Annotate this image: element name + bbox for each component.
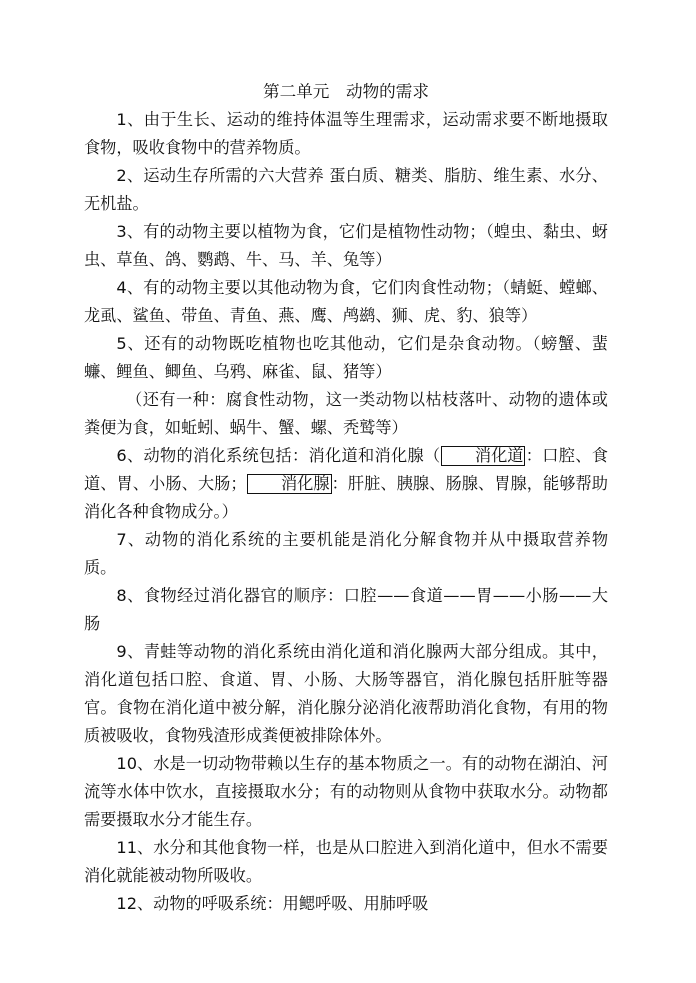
paragraph-1: 1、由于生长、运动的维持体温等生理需求，运动需求要不断地摄取食物，吸收食物中的营养物质。	[84, 110, 608, 157]
paragraph-7: 7、动物的消化系统的主要机能是消化分解食物并从中摄取营养物质。	[84, 530, 608, 577]
paragraph-6-mid: ：口腔、食道、胃、小肠、大肠；	[84, 446, 608, 493]
paragraph-12: 12、动物的呼吸系统：用鳃呼吸、用肺呼吸	[116, 894, 429, 913]
paragraph-11: 11、水分和其他食物一样，也是从口腔进入到消化道中，但水不需要消化就能被动物所吸收。	[84, 838, 608, 885]
page-title: 第二单元 动物的需求	[263, 82, 429, 101]
paragraph-5: 5、还有的动物既吃植物也吃其他动，它们是杂食动物。（螃蟹、蜚蠊、鲤鱼、鲫鱼、乌鸦、麻雀、鼠、猪等）	[84, 334, 608, 381]
paragraph-6-lead: 6、动物的消化系统包括：消化道和消化腺（	[116, 446, 441, 465]
document-page	[84, 78, 608, 918]
paragraph-2: 2、运动生存所需的六大营养 蛋白质、糖类、脂肪、维生素、水分、无机盐。	[84, 166, 608, 213]
paragraph-8: 8、食物经过消化器官的顺序：口腔——食道——胃——小肠——大肠	[84, 586, 608, 633]
paragraph-4: 4、有的动物主要以其他动物为食，它们肉食性动物；（蜻蜓、螳螂、龙虱、鲨鱼、带鱼、青鱼、燕、鹰、鸬鹚、狮、虎、豹、狼等）	[84, 278, 608, 325]
paragraph-6	[84, 442, 608, 526]
paragraph-6-tail: ：肝脏、胰腺、肠腺、胃腺，能够帮助消化各种食物成分。）	[84, 474, 608, 521]
paragraph-10: 10、水是一切动物带赖以生存的基本物质之一。有的动物在湖泊、河流等水体中饮水，直接摄取水分；有的动物则从食物中获取水分。动物都需要摄取水分才能生存。	[84, 754, 608, 829]
paragraph-5-note: （还有一种：腐食性动物，这一类动物以枯枝落叶、动物的遗体或粪便为食，如蚯蚓、蜗牛、蟹、螺、秃鹫等）	[84, 390, 608, 437]
boxed-term-digestive-tract: 消化道	[441, 446, 526, 466]
paragraph-3: 3、有的动物主要以植物为食，它们是植物性动物；（蝗虫、黏虫、蚜虫、草鱼、鸽、鹦鹉、牛、马、羊、兔等）	[84, 222, 608, 269]
boxed-term-digestive-gland: 消化腺	[247, 474, 332, 494]
paragraph-9: 9、青蛙等动物的消化系统由消化道和消化腺两大部分组成。其中，消化道包括口腔、食道、胃、小肠、大肠等器官，消化腺包括肝脏等器官。食物在消化道中被分解，消化腺分泌消化液帮助消化食物，有用的物质被吸收，食物残渣形成粪便被排除体外。	[84, 642, 608, 745]
